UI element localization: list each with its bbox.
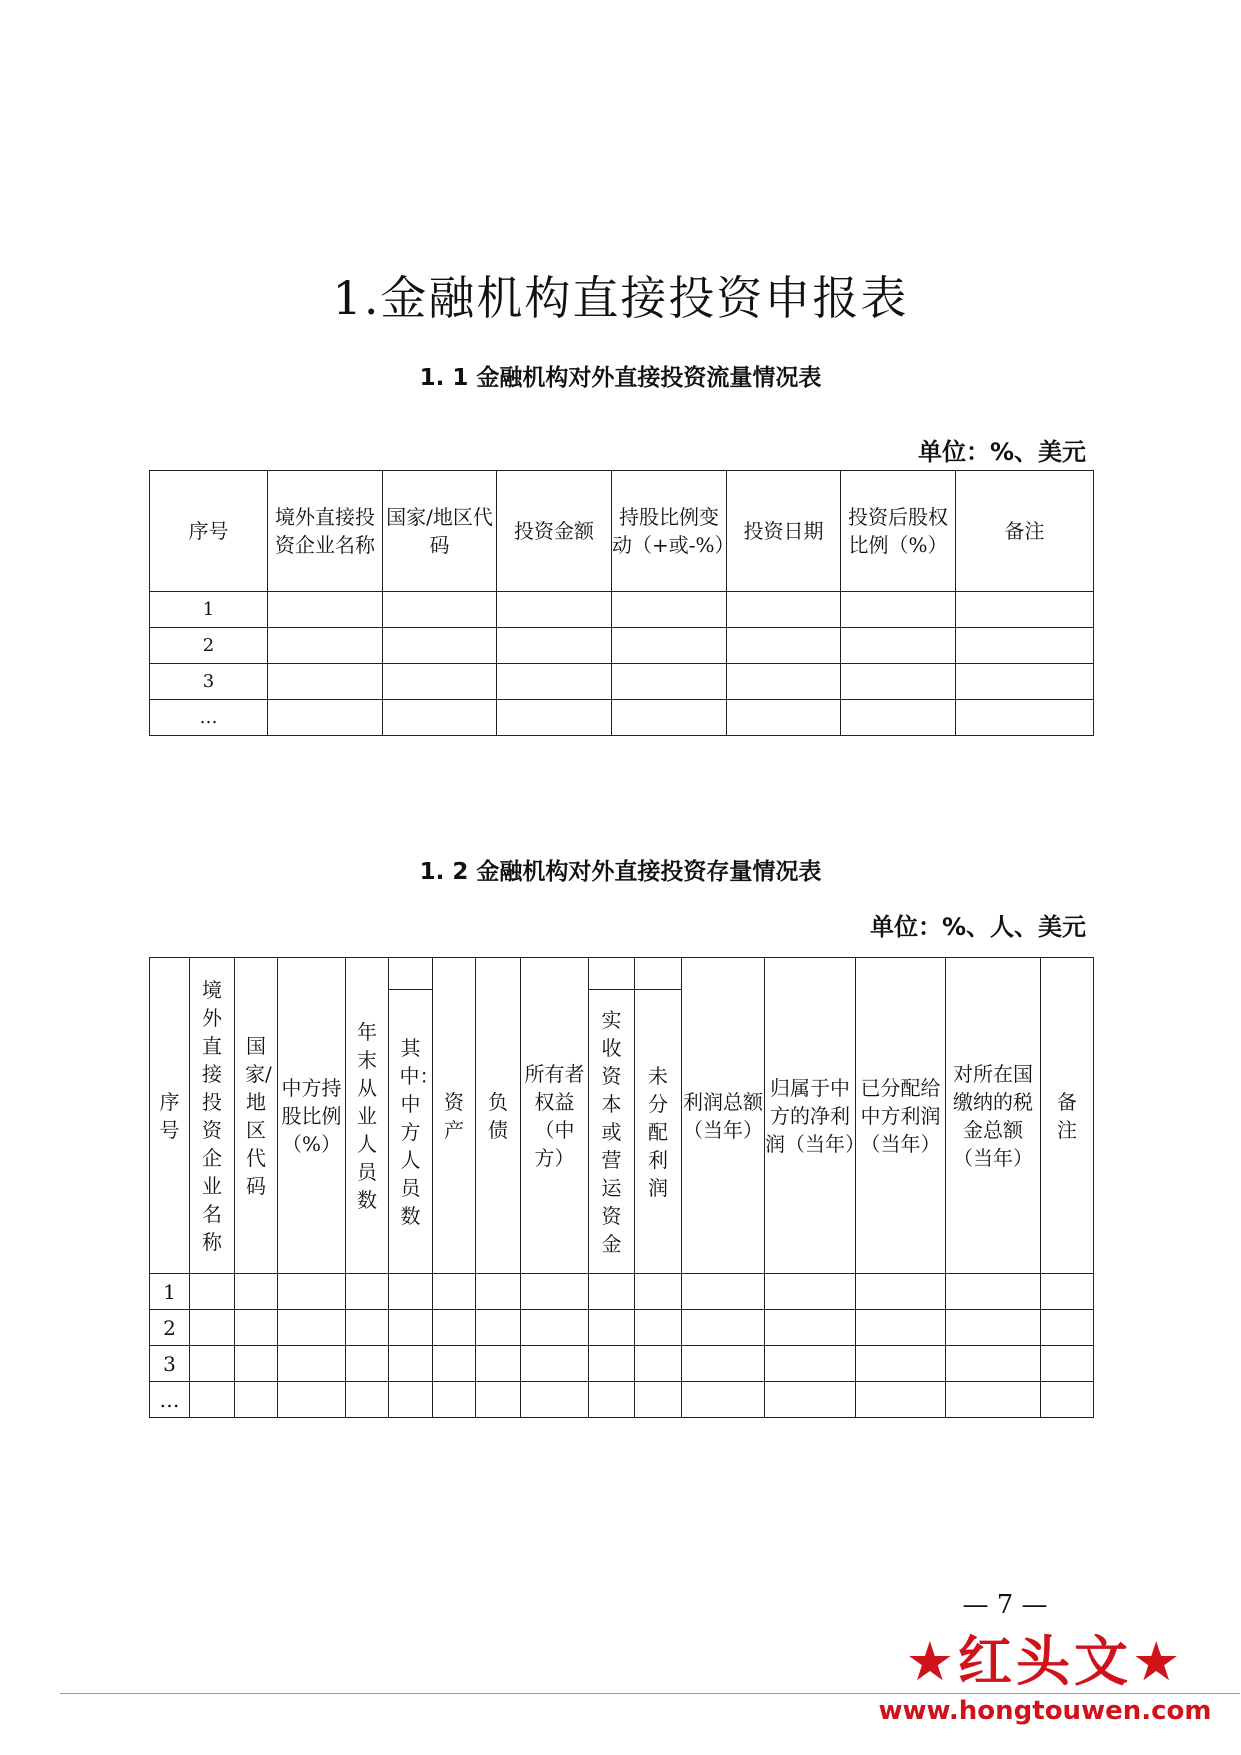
header-post-share: 投资后股权比例（%） xyxy=(841,471,956,592)
header-cn-share: 中方持股比例（%） xyxy=(278,958,346,1274)
header-country-code: 国家/地区代码 xyxy=(383,471,497,592)
cell xyxy=(346,1274,389,1310)
cell xyxy=(635,1346,682,1382)
header-liabilities xyxy=(476,958,521,1274)
cell xyxy=(383,628,497,664)
cell xyxy=(521,1274,589,1310)
cell xyxy=(727,700,841,736)
cell xyxy=(190,1382,235,1418)
cell xyxy=(856,1310,946,1346)
cell xyxy=(383,664,497,700)
cell xyxy=(765,1382,856,1418)
cell xyxy=(727,628,841,664)
header-country-code xyxy=(235,958,278,1274)
cell xyxy=(956,628,1094,664)
cell xyxy=(190,1346,235,1382)
cell xyxy=(589,1274,635,1310)
header-enterprise-name xyxy=(190,958,235,1274)
header-net-profit: 归属于中方的净利润（当年） xyxy=(765,958,856,1274)
cell xyxy=(589,1346,635,1382)
row-number: 1 xyxy=(150,1274,190,1310)
header-tax: 对所在国缴纳的税金总额（当年） xyxy=(946,958,1041,1274)
cn-employees-subcell xyxy=(389,989,440,1273)
stock-table-header xyxy=(150,958,1094,1274)
table-row xyxy=(150,1274,1094,1310)
cell xyxy=(383,592,497,628)
header-distributed-profit: 已分配给中方利润（当年） xyxy=(856,958,946,1274)
flow-table-header xyxy=(150,471,1094,592)
cell xyxy=(682,1346,765,1382)
header-liabilities-text: 负债 xyxy=(488,1089,508,1142)
cell xyxy=(389,1310,433,1346)
cell xyxy=(278,1274,346,1310)
cell xyxy=(682,1310,765,1346)
cell xyxy=(856,1346,946,1382)
cell xyxy=(389,1382,433,1418)
cell xyxy=(841,664,956,700)
cell xyxy=(268,592,383,628)
cell xyxy=(497,700,612,736)
section2-unit: 单位：%、人、美元 xyxy=(870,913,1087,941)
header-seq-text: 序号 xyxy=(159,1089,180,1142)
header-enterprise-name-text: 境外直接投资企业名称 xyxy=(202,977,222,1254)
undistributed-subcell xyxy=(635,989,681,1273)
cell xyxy=(841,592,956,628)
row-number: 2 xyxy=(150,1310,190,1346)
cell xyxy=(235,1382,278,1418)
cell xyxy=(765,1274,856,1310)
row-number: … xyxy=(150,1382,190,1418)
header-assets-text: 资产 xyxy=(444,1089,464,1142)
header-investment-date: 投资日期 xyxy=(727,471,841,592)
cell xyxy=(346,1310,389,1346)
cell xyxy=(635,1310,682,1346)
header-paid-capital xyxy=(589,958,635,1274)
cell xyxy=(635,1274,682,1310)
cell xyxy=(190,1274,235,1310)
cell xyxy=(612,664,727,700)
cell xyxy=(268,700,383,736)
cell xyxy=(190,1310,235,1346)
cell xyxy=(521,1310,589,1346)
header-remark-text: 备注 xyxy=(1057,1089,1077,1142)
cell xyxy=(682,1382,765,1418)
cell xyxy=(635,1382,682,1418)
cell xyxy=(476,1382,521,1418)
header-cn-employees-text: 其中：中方人员数 xyxy=(399,1035,440,1228)
cell xyxy=(841,700,956,736)
header-undistributed xyxy=(635,958,682,1274)
cell xyxy=(278,1382,346,1418)
header-country-code-text: 国家/地区代码 xyxy=(245,1033,272,1198)
page-title: 1.金融机构直接投资申报表 xyxy=(332,271,909,325)
header-cn-employees xyxy=(389,958,440,1274)
header-investment-amount: 投资金额 xyxy=(497,471,612,592)
section1-title: 1. 1 金融机构对外直接投资流量情况表 xyxy=(419,365,822,391)
cell xyxy=(956,664,1094,700)
header-enterprise-name: 境外直接投资企业名称 xyxy=(268,471,383,592)
row-number: … xyxy=(150,700,268,736)
table-row xyxy=(150,1310,1094,1346)
table-row xyxy=(150,700,1094,736)
cell xyxy=(612,628,727,664)
row-number: 3 xyxy=(150,664,268,700)
watermark-brand: ★红头文★ xyxy=(905,1630,1185,1693)
cell xyxy=(946,1346,1041,1382)
section2-title: 1. 2 金融机构对外直接投资存量情况表 xyxy=(419,859,822,885)
stock-table xyxy=(149,957,1094,1418)
cell xyxy=(383,700,497,736)
cell xyxy=(589,1382,635,1418)
cell xyxy=(856,1274,946,1310)
page-number: — 7 — xyxy=(962,1590,1048,1620)
cell xyxy=(476,1274,521,1310)
header-remark: 备注 xyxy=(956,471,1094,592)
table-row xyxy=(150,664,1094,700)
cell xyxy=(433,1310,476,1346)
table-row xyxy=(150,628,1094,664)
row-number: 2 xyxy=(150,628,268,664)
cell xyxy=(956,592,1094,628)
cell xyxy=(235,1274,278,1310)
cell xyxy=(946,1382,1041,1418)
cell xyxy=(346,1346,389,1382)
header-undistributed-text: 未分配利润 xyxy=(648,1063,668,1200)
cell xyxy=(841,628,956,664)
cell xyxy=(433,1382,476,1418)
cell xyxy=(268,664,383,700)
cell xyxy=(589,1310,635,1346)
cell xyxy=(521,1346,589,1382)
table-row xyxy=(150,1382,1094,1418)
cell xyxy=(956,700,1094,736)
cell xyxy=(946,1274,1041,1310)
cell xyxy=(476,1346,521,1382)
cell xyxy=(389,1346,433,1382)
watermark-url: www.hongtouwen.com xyxy=(878,1696,1212,1726)
cell xyxy=(1041,1310,1094,1346)
header-paid-capital-text: 实收资本或营运资金 xyxy=(601,1007,622,1256)
cell xyxy=(278,1346,346,1382)
cell xyxy=(682,1274,765,1310)
cell xyxy=(612,700,727,736)
header-share-change: 持股比例变动（+或-%） xyxy=(612,471,727,592)
cell xyxy=(765,1346,856,1382)
cell xyxy=(765,1310,856,1346)
cell xyxy=(389,1274,433,1310)
cell xyxy=(433,1274,476,1310)
watermark xyxy=(865,1630,1225,1728)
header-equity: 所有者权益（中方） xyxy=(521,958,589,1274)
header-total-profit: 利润总额（当年） xyxy=(682,958,765,1274)
cell xyxy=(1041,1382,1094,1418)
cell xyxy=(856,1382,946,1418)
flow-table xyxy=(149,470,1094,736)
cell xyxy=(612,592,727,628)
section1-unit: 单位：%、美元 xyxy=(918,438,1087,466)
cell xyxy=(235,1346,278,1382)
header-assets xyxy=(433,958,476,1274)
cell xyxy=(727,592,841,628)
cell xyxy=(476,1310,521,1346)
cell xyxy=(346,1382,389,1418)
header-remark xyxy=(1041,958,1094,1274)
header-employees xyxy=(346,958,389,1274)
table-row xyxy=(150,592,1094,628)
paid-capital-subcell xyxy=(589,989,634,1273)
table-row xyxy=(150,1346,1094,1382)
cell xyxy=(1041,1346,1094,1382)
header-employees-text: 年末从业人员数 xyxy=(357,1019,377,1212)
cell xyxy=(1041,1274,1094,1310)
cell xyxy=(268,628,383,664)
cell xyxy=(727,664,841,700)
cell xyxy=(946,1310,1041,1346)
cell xyxy=(521,1382,589,1418)
cell xyxy=(433,1346,476,1382)
cell xyxy=(497,664,612,700)
header-seq: 序号 xyxy=(150,471,268,592)
cell xyxy=(497,592,612,628)
cell xyxy=(497,628,612,664)
cell xyxy=(278,1310,346,1346)
header-seq xyxy=(150,958,190,1274)
cell xyxy=(235,1310,278,1346)
row-number: 1 xyxy=(150,592,268,628)
row-number: 3 xyxy=(150,1346,190,1382)
